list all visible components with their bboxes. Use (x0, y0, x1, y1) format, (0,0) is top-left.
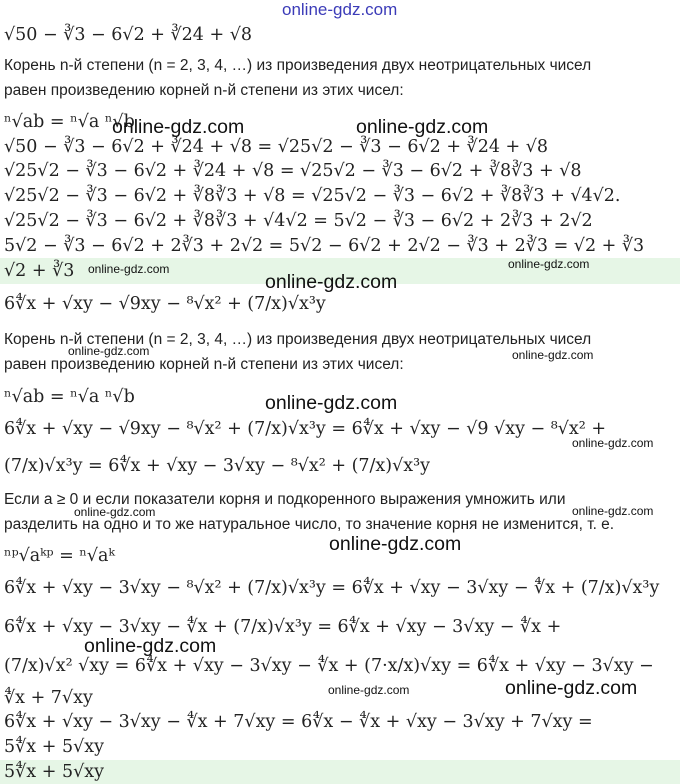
watermark: online-gdz.com (328, 683, 410, 697)
rule-text: равен произведению корней n-й степени из этих чисел: (4, 356, 404, 373)
watermark: online-gdz.com (508, 257, 590, 271)
solution-step: 6∜x + √xy − 3√xy − ∜x + (7/x)√x³y = 6∜x + √xy − 3√xy − ∜x + (4, 617, 562, 637)
expression-line: 6∜x + √xy − √9xy − ⁸√x² + (7/x)√x³y (4, 294, 326, 314)
watermark: online-gdz.com (356, 116, 489, 138)
rule-text: равен произведению корней n-й степени из этих чисел: (4, 82, 404, 99)
solution-step: 6∜x + √xy − 3√xy − ∜x + 7√xy = 6∜x − ∜x + √xy − 3√xy + 7√xy = (4, 712, 593, 732)
rule-text: разделить на одно и то же натуральное число, то значение корня не изменится, т. е. (4, 516, 615, 533)
solution-step: (7/x)√x² √xy = 6∜x + √xy − 3√xy − ∜x + (7·x/x)√xy = 6∜x + √xy − 3√xy − (4, 656, 654, 676)
solution-step: ∜x + 7√xy (4, 688, 93, 708)
watermark: online-gdz.com (329, 533, 462, 555)
watermark: online-gdz.com (572, 504, 654, 518)
solution-step: (7/x)√x³y = 6∜x + √xy − 3√xy − ⁸√x² + (7/x)√x³y (4, 456, 431, 476)
rule-text: Корень n-й степени (n = 2, 3, 4, …) из произведения двух неотрицательных чисел (4, 57, 592, 74)
rule-text: Если a ≥ 0 и если показатели корня и подкоренного выражения умножить или (4, 491, 566, 508)
answer-line: √2 + ∛3 (4, 261, 75, 281)
watermark: online-gdz.com (68, 344, 150, 358)
site-watermark-top: online-gdz.com (282, 0, 398, 19)
watermark: online-gdz.com (84, 635, 217, 657)
solution-step: √25√2 − ∛3 − 6√2 + ∛24 + √8 = √25√2 − ∛3 − 6√2 + ∛8∛3 + √8 (4, 161, 582, 181)
watermark: online-gdz.com (512, 348, 594, 362)
watermark: online-gdz.com (572, 436, 654, 450)
formula-line: ⁿᵖ√aᵏᵖ = ⁿ√aᵏ (4, 546, 115, 566)
solution-step: 6∜x + √xy − √9xy − ⁸√x² + (7/x)√x³y = 6∜x + √xy − √9 √xy − ⁸√x² + (4, 419, 607, 439)
watermark: online-gdz.com (265, 392, 398, 414)
solution-step: √50 − ∛3 − 6√2 + ∛24 + √8 = √25√2 − ∛3 − 6√2 + ∛24 + √8 (4, 137, 549, 157)
solution-step: 5√2 − ∛3 − 6√2 + 2∛3 + 2√2 = 5√2 − 6√2 + 2√2 − ∛3 + 2∛3 = √2 + ∛3 (4, 236, 645, 256)
expression-line: √50 − ∛3 − 6√2 + ∛24 + √8 (4, 25, 252, 45)
solution-step: √25√2 − ∛3 − 6√2 + ∛8∛3 + √8 = √25√2 − ∛3 − 6√2 + ∛8∛3 + √4√2. (4, 186, 621, 206)
formula-line: ⁿ√ab = ⁿ√a ⁿ√b (4, 387, 135, 407)
solution-step: 5∜x + 5√xy (4, 737, 104, 757)
watermark: online-gdz.com (88, 262, 170, 276)
rule-text: Корень n-й степени (n = 2, 3, 4, …) из произведения двух неотрицательных чисел (4, 331, 592, 348)
watermark: online-gdz.com (505, 677, 638, 699)
watermark: online-gdz.com (265, 271, 398, 293)
solution-step: √25√2 − ∛3 − 6√2 + ∛8∛3 + √4√2 = 5√2 − ∛3 − 6√2 + 2∛3 + 2√2 (4, 211, 593, 231)
formula-line: ⁿ√ab = ⁿ√a ⁿ√b (4, 112, 135, 132)
watermark: online-gdz.com (74, 505, 156, 519)
answer-line: 5∜x + 5√xy (4, 762, 104, 782)
watermark: online-gdz.com (112, 116, 245, 138)
solution-step: 6∜x + √xy − 3√xy − ⁸√x² + (7/x)√x³y = 6∜x + √xy − 3√xy − ∜x + (7/x)√x³y (4, 578, 660, 598)
